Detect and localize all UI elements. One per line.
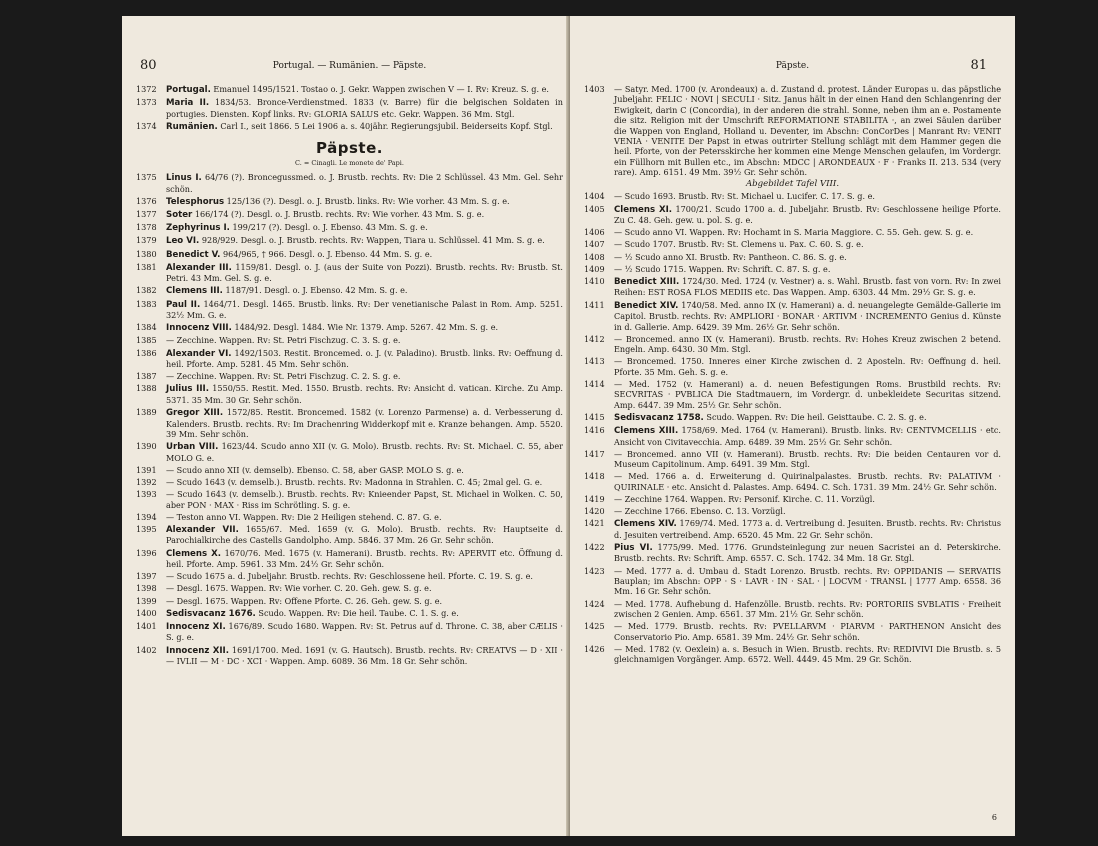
entry-description: — Teston anno VI. Wappen. Rv: Die 2 Heiligen stehend. C. 87. G. e. xyxy=(166,511,442,522)
entry-number: 1397 xyxy=(136,571,157,582)
catalog-entry xyxy=(584,227,1001,237)
catalog-entry xyxy=(136,196,563,207)
left-running-head: Portugal. — Rumänien. — Päpste. xyxy=(272,61,427,71)
entry-number: 1426 xyxy=(584,643,605,654)
entry-text xyxy=(166,571,563,581)
entry-number: 1378 xyxy=(136,222,157,233)
entry-number: 1401 xyxy=(136,620,157,631)
entry-number: 1383 xyxy=(136,298,157,309)
entry-text xyxy=(166,489,563,510)
entry-description: — Scudo 1693. Brustb. Rv: St. Michael u. Lucifer. C. 17. S. g. e. xyxy=(614,191,875,202)
entry-text xyxy=(614,644,1001,665)
entry-text xyxy=(614,494,1001,504)
entry-name: Sedisvacanz 1676. xyxy=(166,608,256,619)
entry-text xyxy=(166,512,563,522)
entry-description: 1670/76. Med. 1675 (v. Hamerani). Brustb. rechts. Rv: APERVIT etc. Öffnung d. heil. Pforte. Amp. 5961. 33 Mm. 24½ Gr. Sehr schön. xyxy=(166,547,563,569)
catalog-entry xyxy=(136,209,563,220)
entry-description: — ½ Scudo anno XI. Brustb. Rv: Pantheon. C. 86. S. g. e. xyxy=(614,251,847,262)
entry-text xyxy=(614,84,1001,178)
entry-text xyxy=(614,239,1001,249)
entry-number: 1388 xyxy=(136,383,157,394)
entry-number: 1389 xyxy=(136,407,157,418)
catalog-entry xyxy=(136,97,563,119)
entry-description: — Broncemed. anno IX (v. Hamerani). Brustb. rechts. Rv: Hohes Kreuz zwischen 2 betend. Engeln. Amp. 6430. 30 Mm. Stgl. xyxy=(614,333,1001,355)
entry-name: Julius III. xyxy=(166,384,209,395)
entry-name: Urban VIII. xyxy=(166,442,219,453)
entry-description: — Desgl. 1675. Wappen. Rv: Offene Pforte. C. 26. Geh. gew. S. g. e. xyxy=(166,595,443,606)
entry-description: 64/76 (?). Broncegussmed. o. J. Brustb. rechts. Rv: Die 2 Schlüssel. 43 Mm. Gel. Sehr schön. xyxy=(166,172,563,194)
entry-number: 1396 xyxy=(136,547,157,558)
entry-number: 1382 xyxy=(136,285,157,296)
entry-text xyxy=(614,518,1001,540)
entry-description: — Zecchine 1766. Ebenso. C. 13. Vorzügl. xyxy=(614,506,786,517)
entry-name: Innocenz VIII. xyxy=(166,323,232,334)
entry-text xyxy=(614,252,1001,262)
entry-description: 1492/1503. Restit. Broncemed. o. J. (v. Paladino). Brustb. links. Rv: Oeffnung d. heil. Pforte. Amp. 5281. 45 Mm. Sehr schön. xyxy=(166,347,563,370)
entry-name: Innocenz XI. xyxy=(166,621,226,632)
entry-description: — Med. 1766 a. d. Erweiterung d. Quirinalpalastes. Brustb. rechts. Rv: PALATIVM · QUIRINALE · etc. Ansicht d. Palastes. Amp. 6494. C. Sch. 1731. 39 Mm. 24½ Gr. Sehr schön. xyxy=(614,471,1001,492)
catalog-entry xyxy=(584,449,1001,470)
entry-text xyxy=(614,506,1001,516)
catalog-entry xyxy=(136,299,563,321)
catalog-entry xyxy=(584,494,1001,504)
entry-number: 1417 xyxy=(584,448,605,459)
entry-text xyxy=(166,524,563,546)
entry-name: Sedisvacanz 1758. xyxy=(614,412,704,423)
entry-description: 1724/30. Med. 1724 (v. Vestner) a. s. Wahl. Brustb. fast von vorn. Rv: In zwei Reihen: EST ROSA FLOS MEDIIS etc. Das Wappen. Amp. 6303. 44 Mm. 29½ Gr. S. g. e. xyxy=(614,276,1001,298)
entry-number: 1407 xyxy=(584,239,605,250)
entry-number: 1393 xyxy=(136,489,157,500)
entry-description: — Med. 1782 (v. Oexlein) a. s. Besuch in Wien. Brustb. rechts. Rv: REDIVIVI Die Brustb. s. 5 gleichnamigen Vorgänger. Amp. 6572. Well. 4449. 45 Mm. 29 Gr. Schön. xyxy=(614,643,1001,665)
entry-name: Telesphorus xyxy=(166,196,225,207)
catalog-entry xyxy=(136,489,563,510)
catalog-entry xyxy=(136,235,563,246)
entry-number: 1373 xyxy=(136,97,157,108)
catalog-entry xyxy=(136,465,563,475)
catalog-entry xyxy=(584,204,1001,226)
entry-name: Innocenz XII. xyxy=(166,645,229,656)
entry-text xyxy=(166,299,563,321)
entry-number: 1408 xyxy=(584,251,605,262)
entry-number: 1374 xyxy=(136,120,157,131)
entry-number: 1420 xyxy=(584,506,605,517)
entry-text xyxy=(166,84,563,95)
left-page xyxy=(122,16,577,836)
catalog-entry xyxy=(584,506,1001,516)
entry-description: 1700/21. Scudo 1700 a. d. Jubeljahr. Brustb. Rv: Geschlossene heilige Pforte. Zu C. 48. Geh. gew. u. pol. S. g. e. xyxy=(614,203,1001,226)
entry-name: Clemens X. xyxy=(166,548,221,559)
catalog-entry xyxy=(584,566,1001,597)
entry-text xyxy=(166,121,563,132)
catalog-entry xyxy=(136,84,563,95)
catalog-entry xyxy=(136,407,563,439)
entry-number: 1409 xyxy=(584,263,605,274)
entry-text xyxy=(614,449,1001,470)
entry-number: 1402 xyxy=(136,644,157,655)
entry-description: — Zecchine. Wappen. Rv: St. Petri Fischzug. C. 3. S. g. e. xyxy=(166,335,401,346)
entry-text xyxy=(166,335,563,345)
entry-text xyxy=(166,371,563,381)
entry-description: — Scudo 1707. Brustb. Rv: St. Clemens u. Pax. C. 60. S. g. e. xyxy=(614,239,864,250)
right-entries-after xyxy=(584,191,1001,664)
entry-text xyxy=(166,97,563,119)
entry-number: 1386 xyxy=(136,347,157,358)
entry-number: 1399 xyxy=(136,595,157,606)
right-running-head: Päpste. xyxy=(775,61,810,71)
entry-text xyxy=(614,542,1001,564)
entry-description: 1758/69. Med. 1764 (v. Hamerani). Brustb. links. Rv: CENTVMCELLIS · etc. Ansicht von Civitavecchia. Amp. 6489. 39 Mm. 25½ Gr. Sehr schön. xyxy=(614,425,1001,447)
entry-name: Linus I. xyxy=(166,173,202,184)
catalog-entry xyxy=(584,542,1001,564)
catalog-entry xyxy=(584,300,1001,332)
catalog-entry xyxy=(136,583,563,593)
catalog-entry xyxy=(136,383,563,405)
entry-description: 166/174 (?). Desgl. o. J. Brustb. rechts. Rv: Wie vorher. 43 Mm. S. g. e. xyxy=(194,209,485,220)
entry-description: Scudo. Wappen. Rv: Die heil. Geisttaube. C. 2. S. g. e. xyxy=(706,411,927,422)
entry-name: Zephyrinus I. xyxy=(166,223,230,234)
catalog-entry xyxy=(584,356,1001,377)
signature-mark: 6 xyxy=(991,813,997,822)
entry-text xyxy=(166,596,563,606)
catalog-entry xyxy=(584,412,1001,423)
catalog-entry xyxy=(136,371,563,381)
entry-text xyxy=(166,172,563,194)
section-title: Päpste. xyxy=(316,139,383,158)
right-page-number: 81 xyxy=(970,58,987,73)
catalog-entry xyxy=(584,239,1001,249)
entry-description: 1572/85. Restit. Broncemed. 1582 (v. Lorenzo Parmense) a. d. Verbesserung d. Kalenders. Brustb. rechts. Rv: Im Drachenring Widderkopf mit e. Kranze behangen. Amp. 5520. 39 Mm. Sehr schön. xyxy=(166,407,563,439)
catalog-entry xyxy=(584,644,1001,665)
catalog-entry xyxy=(136,512,563,522)
entry-text xyxy=(614,425,1001,447)
entry-name: Clemens XIII. xyxy=(614,426,679,437)
entry-name: Portugal. xyxy=(166,85,211,95)
catalog-entry xyxy=(584,379,1001,410)
entry-number: 1418 xyxy=(584,471,605,482)
entry-name: Pius VI. xyxy=(614,542,653,553)
entry-description: — Broncemed. anno VII (v. Hamerani). Brustb. rechts. Rv: Die beiden Centauren vor d. Museum Capitolinum. Amp. 6491. 39 Mm. Stgl. xyxy=(614,448,1001,470)
entry-name: Maria II. xyxy=(166,98,210,109)
entry-description: 1655/67. Med. 1659 (v. G. Molo). Brustb. rechts. Rv: Hauptseite d. Parochialkirche des Castells Gandolpho. Amp. 5846. 37 Mm. 26 Gr. Sehr schön. xyxy=(166,523,564,546)
entry-number: 1406 xyxy=(584,227,605,238)
entry-text xyxy=(166,645,563,667)
entry-number: 1412 xyxy=(584,333,605,344)
catalog-entry xyxy=(584,425,1001,447)
entry-name: Benedict V. xyxy=(166,249,221,260)
entry-number: 1377 xyxy=(136,209,157,220)
entry-number: 1398 xyxy=(136,583,157,594)
catalog-entry xyxy=(136,222,563,233)
entry-description: Carl I., seit 1866. 5 Lei 1906 a. s. 40jähr. Regierungsjubil. Beiderseits Kopf. Stgl. xyxy=(220,120,553,131)
entry-text xyxy=(614,334,1001,355)
entry-text xyxy=(166,441,563,463)
entry-text xyxy=(166,407,563,439)
entry-text xyxy=(166,548,563,570)
catalog-entry xyxy=(136,571,563,581)
entry-name: Alexander III. xyxy=(166,262,232,273)
entry-text xyxy=(166,621,563,643)
entry-name: Rumänien. xyxy=(166,121,218,132)
catalog-entry xyxy=(136,285,563,296)
entry-description: — Zecchine. Wappen. Rv: St. Petri Fischzug. C. 2. S. g. e. xyxy=(166,371,401,382)
entry-number: 1381 xyxy=(136,261,157,272)
entry-description: — Med. 1752 (v. Hamerani) a. d. neuen Befestigungen Roms. Brustbild rechts. Rv: SECVRITAS · PVBLICA Die Stadtmauern, im Vordergr. d. unbekleidete Securitas sitzend. Amp. 6447. 39 Mm. 25½ Gr. Sehr schön. xyxy=(614,378,1001,410)
entry-text xyxy=(166,583,563,593)
entry-number: 1376 xyxy=(136,195,157,206)
entry-description: 1623/44. Scudo anno XII (v. G. Molo). Brustb. rechts. Rv: St. Michael. C. 55, aber MOLO G. e. xyxy=(166,441,563,463)
entry-description: 1740/58. Med. anno IX (v. Hamerani) a. d. neuangelegte Gemälde-Gallerie im Capitol. Brustb. rechts. Rv: AMPLIORI · BONAR · ARTIVM · INCREMENTO Genius d. Künste in d. Gallerie. Amp. 6429. 39 Mm. 26½ Gr. Sehr schön. xyxy=(614,299,1002,332)
entry-description: — Broncemed. 1750. Inneres einer Kirche zwischen d. 2 Aposteln. Rv: Oeffnung d. heil. Pforte. 35 Mm. Geh. S. g. e. xyxy=(614,356,1001,377)
entry-name: Soter xyxy=(166,210,193,221)
entry-description: 199/217 (?). Desgl. o. J. Ebenso. 43 Mm. S. g. e. xyxy=(232,222,428,233)
entry-text xyxy=(614,412,1001,423)
entry-text xyxy=(614,566,1001,597)
entry-number: 1387 xyxy=(136,371,157,382)
entry-text xyxy=(166,322,563,333)
catalog-entry xyxy=(136,645,563,667)
entry-number: 1424 xyxy=(584,598,605,609)
entry-number: 1404 xyxy=(584,191,605,202)
entry-name: Benedict XIV. xyxy=(614,300,679,311)
entry-description: — Satyr. Med. 1700 (v. Arondeaux) a. d. Zustand d. protest. Länder Europas u. das päpstliche Jubeljahr. FELIC · NOVI | SECULI · Sitz. Janus hält in der einen Hand den Schlangenring der Ewigkeit, darin C (Concordia), in der anderen die strahl. Sonne, neben ihm an e. Postamente die sitz. Religion mit der Umschrift REFORMATIONE STABILITA ·, an zwei Säulen darüber die Wappen von England, Holland u. Deventer, im Abschn: ConCorDes | Manrant Rv: VENIT VENIA · VENITE Der Papst in etwas outrirter Stellung schlägt mit dem Hammer gegen die heil. Pforte, von der Petersskirche her kommen eine Menge Menschen gelaufen, im Vordergr. ein Füllhorn mit Bullen etc., im Abschn: MDCC | ARONDEAUX · F · Franks II. 213. 534 (very rare). Amp. 6151. 49 Mm. 39½ Gr. Sehr schön. xyxy=(614,84,1001,178)
entry-number: 1416 xyxy=(584,425,605,436)
entry-number: 1415 xyxy=(584,411,605,422)
catalog-entry xyxy=(136,262,563,284)
entry-description: 1676/89. Scudo 1680. Wappen. Rv: St. Petrus auf d. Throne. C. 38, aber CÆLIS · S. g. e. xyxy=(166,620,563,643)
left-entries-before xyxy=(136,84,563,132)
entry-number: 1421 xyxy=(584,518,605,529)
entry-description: 1159/81. Desgl. o. J. (aus der Suite von Pozzi). Brustb. rechts. Rv: Brustb. St. Petri. 43 Mm. Gel. S. g. e. xyxy=(166,261,564,284)
catalog-entry xyxy=(136,172,563,194)
entry-name: Alexander VI. xyxy=(166,348,232,359)
entry-description: 1834/53. Bronce-Verdienstmed. 1833 (v. Barre) für die belgischen Soldaten in portugies. Diensten. Kopf links. Rv: GLORIA SALUS etc. Gekr. Wappen. 36 Mm. Stgl. xyxy=(166,97,563,119)
entry-number: 1425 xyxy=(584,621,605,632)
entry-number: 1423 xyxy=(584,565,605,576)
left-page-number: 80 xyxy=(140,58,157,73)
entry-description: — Scudo 1643 (v. demselb.). Brustb. rechts. Rv: Madonna in Strahlen. C. 45; 2mal gel. G. e. xyxy=(166,476,543,487)
entry-text xyxy=(166,348,563,370)
entry-number: 1411 xyxy=(584,299,605,310)
right-page-header xyxy=(584,58,1001,76)
catalog-entry xyxy=(136,335,563,345)
entry-number: 1385 xyxy=(136,335,157,346)
catalog-entry xyxy=(584,252,1001,262)
entry-description: 964/965, † 966. Desgl. o. J. Ebenso. 44 Mm. S. g. e. xyxy=(223,248,433,259)
entry-description: — Med. 1779. Brustb. rechts. Rv: PVELLARVM · PIARVM · PARTHENON Ansicht des Conservatorio Pio. Amp. 6581. 39 Mm. 24½ Gr. Sehr schön. xyxy=(614,621,1001,642)
entry-name: Alexander VII. xyxy=(166,524,239,535)
entry-number: 1372 xyxy=(136,84,157,94)
catalog-entry xyxy=(584,264,1001,274)
entry-description: Emanuel 1495/1521. Tostao o. J. Gekr. Wappen zwischen V — I. Rv: Kreuz. S. g. e. xyxy=(213,84,549,94)
right-entries xyxy=(584,84,1001,178)
entry-description: 1187/91. Desgl. o. J. Ebenso. 42 Mm. S. g. e. xyxy=(225,285,408,296)
entry-number: 1410 xyxy=(584,276,605,287)
left-page-header xyxy=(136,58,563,76)
entry-text xyxy=(166,222,563,233)
entry-name: Clemens III. xyxy=(166,286,223,297)
entry-text xyxy=(614,276,1001,298)
entry-text xyxy=(614,379,1001,410)
entry-name: Benedict XIII. xyxy=(614,277,680,288)
catalog-entry xyxy=(136,322,563,333)
entry-name: Clemens XI. xyxy=(614,204,673,215)
entry-description: — Scudo anno VI. Wappen. Rv: Hochamt in S. Maria Maggiore. C. 55. Geh. gew. S. g. e. xyxy=(614,227,974,238)
catalog-entry xyxy=(584,471,1001,492)
entry-name: Paul II. xyxy=(166,299,201,310)
catalog-entry xyxy=(136,596,563,606)
catalog-entry xyxy=(136,548,563,570)
catalog-entry xyxy=(584,191,1001,201)
entry-number: 1392 xyxy=(136,476,157,487)
entry-text xyxy=(614,621,1001,642)
entry-description: 1550/55. Restit. Med. 1550. Brustb. rechts. Rv: Ansicht d. vatican. Kirche. Zu Amp. 5371. 35 Mm. 30 Gr. Sehr schön. xyxy=(166,383,563,405)
entry-description: — Scudo 1643 (v. demselb.). Brustb. rechts. Rv: Knieender Papst, St. Michael in Wolken. C. 50, aber PON · MAX · Riss im Schrötling. S. g. e. xyxy=(166,489,563,510)
catalog-entry xyxy=(584,276,1001,298)
entry-number: 1391 xyxy=(136,464,157,475)
entry-number: 1414 xyxy=(584,378,605,389)
catalog-entry xyxy=(584,334,1001,355)
entry-text xyxy=(166,477,563,487)
entry-name: Clemens XIV. xyxy=(614,519,677,530)
entry-number: 1395 xyxy=(136,523,157,534)
entry-number: 1384 xyxy=(136,322,157,333)
plate-note: Abgebildet Tafel VIII. xyxy=(745,179,840,190)
entry-text xyxy=(166,196,563,207)
entry-description: 928/929. Desgl. o. J. Brustb. rechts. Rv: Wappen, Tiara u. Schlüssel. 41 Mm. S. g. e. xyxy=(201,235,545,246)
entry-name: Gregor XIII. xyxy=(166,408,224,419)
entry-text xyxy=(614,599,1001,620)
entry-text xyxy=(166,235,563,246)
catalog-entry xyxy=(584,599,1001,620)
entry-description: 1464/71. Desgl. 1465. Brustb. links. Rv: Der venetianische Palast in Rom. Amp. 5251. 32½ Mm. G. e. xyxy=(166,298,563,321)
entry-number: 1419 xyxy=(584,493,605,504)
entry-number: 1390 xyxy=(136,441,157,452)
entry-description: 1769/74. Med. 1773 a. d. Vertreibung d. Jesuiten. Brustb. rechts. Rv: Christus d. Jesuiten vertreibend. Amp. 6520. 45 Mm. 22 Gr. Sehr schön. xyxy=(614,518,1001,540)
entry-number: 1400 xyxy=(136,607,157,618)
entry-text xyxy=(614,300,1001,332)
catalog-entry xyxy=(136,608,563,619)
catalog-entry xyxy=(136,477,563,487)
section-subtitle: C. = Cinagli. Le monete de' Papi. xyxy=(295,159,404,168)
entry-number: 1380 xyxy=(136,248,157,259)
left-entries xyxy=(136,172,563,666)
entry-description: Scudo. Wappen. Rv: Die heil. Taube. C. 1. S. g. e. xyxy=(258,607,459,618)
entry-number: 1422 xyxy=(584,541,605,552)
catalog-entry xyxy=(136,249,563,260)
entry-description: 1775/99. Med. 1776. Grundsteinlegung zur neuen Sacristei an d. Peterskirche. Brustb. rechts. Rv: Schrift. Amp. 6557. C. Sch. 1742. 34 Mm. 18 Gr. Stgl. xyxy=(614,541,1001,564)
entry-description: — Scudo anno XII (v. demselb). Ebenso. C. 58, aber GASP. MOLO S. g. e. xyxy=(166,464,464,475)
entry-text xyxy=(166,383,563,405)
entry-description: — Desgl. 1675. Wappen. Rv: Wie vorher. C. 20. Geh. gew. S. g. e. xyxy=(166,583,432,594)
entry-number: 1375 xyxy=(136,172,157,183)
entry-text xyxy=(614,191,1001,201)
entry-name: Leo VI. xyxy=(166,236,200,247)
right-page xyxy=(570,16,1015,836)
entry-number: 1403 xyxy=(584,84,605,94)
entry-number: 1394 xyxy=(136,511,157,522)
entry-text xyxy=(166,209,563,220)
entry-description: 125/136 (?). Desgl. o. J. Brustb. links. Rv: Wie vorher. 43 Mm. S. g. e. xyxy=(226,195,510,206)
entry-text xyxy=(166,262,563,284)
catalog-entry xyxy=(136,621,563,643)
entry-description: — Med. 1778. Aufhebung d. Hafenzölle. Brustb. rechts. Rv: PORTORIIS SVBLATIS · Freiheit zwischen 2 Genien. Amp. 6561. 37 Mm. 21½ Gr. Sehr schön. xyxy=(614,598,1001,620)
entry-text xyxy=(166,608,563,619)
entry-text xyxy=(614,204,1001,226)
entry-description: 1691/1700. Med. 1691 (v. G. Hautsch). Brustb. rechts. Rv: CREATVS — D · XII · — IVLII — M · DC · XCI · Wappen. Amp. 6089. 36 Mm. 18 Gr. Sehr schön. xyxy=(166,644,563,666)
catalog-entry xyxy=(136,524,563,546)
entry-text xyxy=(166,249,563,260)
entry-text xyxy=(166,465,563,475)
entry-description: — Med. 1777 a. d. Umbau d. Stadt Lorenzo. Brustb. rechts. Rv: OPPIDANIS — SERVATIS Bauplan; im Abschn: OPP · S · LAVR · IN · SAL · | LOCVM · TRANSL | 1777 Amp. 6558. 36 Mm. 16 Gr. Sehr schön. xyxy=(614,565,1001,597)
entry-description: 1484/92. Desgl. 1484. Wie Nr. 1379. Amp. 5267. 42 Mm. S. g. e. xyxy=(234,322,499,333)
entry-description: — ½ Scudo 1715. Wappen. Rv: Schrift. C. 87. S. g. e. xyxy=(614,263,831,274)
catalog-entry xyxy=(136,121,563,132)
catalog-entry xyxy=(584,84,1001,178)
entry-text xyxy=(614,227,1001,237)
entry-description: — Scudo 1675 a. d. Jubeljahr. Brustb. rechts. Rv: Geschlossene heil. Pforte. C. 19. S. g. e. xyxy=(166,571,533,582)
entry-number: 1413 xyxy=(584,356,605,367)
entry-number: 1379 xyxy=(136,235,157,246)
entry-text xyxy=(166,285,563,296)
entry-text xyxy=(614,264,1001,274)
entry-description: — Zecchine 1764. Wappen. Rv: Personif. Kirche. C. 11. Vorzügl. xyxy=(614,493,875,504)
catalog-entry xyxy=(584,518,1001,540)
entry-text xyxy=(614,356,1001,377)
entry-text xyxy=(614,471,1001,492)
catalog-entry xyxy=(136,441,563,463)
catalog-entry xyxy=(584,621,1001,642)
catalog-entry xyxy=(136,348,563,370)
entry-number: 1405 xyxy=(584,203,605,214)
